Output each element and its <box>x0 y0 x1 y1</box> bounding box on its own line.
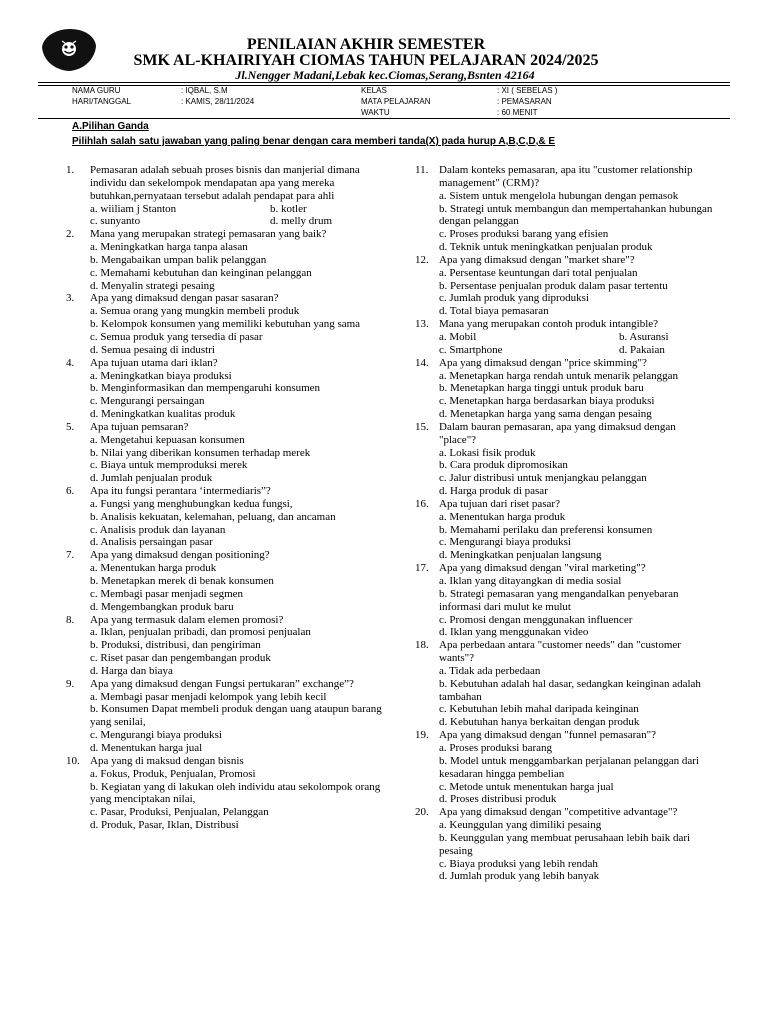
question-number: 6. <box>66 485 75 498</box>
answer-option-row <box>439 344 715 357</box>
answer-option: d. Total biaya pemasaran <box>439 305 549 318</box>
answer-option: b. Strategi untuk membangun dan mempertahankan hubungan dengan pelanggan <box>439 202 713 228</box>
waktu-value: : 60 MENIT <box>497 108 538 117</box>
info-divider <box>38 118 730 119</box>
question-item <box>66 755 384 832</box>
question-text: Apa yang termasuk dalam elemen promosi? <box>90 613 284 626</box>
answer-option: b. Strategi pemasaran yang mengandalkan penyebaran informasi dari mulut ke mulut <box>439 587 679 613</box>
question-text: Apa yang di maksud dengan bisnis <box>90 754 244 767</box>
tanggal-value: : KAMIS, 28/11/2024 <box>181 97 255 106</box>
question-number: 20. <box>415 806 429 819</box>
question-text: Dalam konteks pemasaran, apa itu "customer relationship management" (CRM)? <box>439 164 693 189</box>
answer-option: a. Menentukan harga produk <box>439 510 566 523</box>
answer-option: b. Memahami perilaku dan preferensi konsumen <box>439 523 653 536</box>
answer-option: a. Persentase keuntungan dari total penjualan <box>439 266 638 279</box>
answer-option-row <box>90 215 384 228</box>
answer-option: c. Memahami kebutuhan dan keinginan pelanggan <box>90 266 312 279</box>
answer-option: a. Membagi pasar menjadi kelompok yang lebih kecil <box>90 690 327 703</box>
answer-option: b. Mengabaikan umpan balik pelanggan <box>90 253 267 266</box>
question-item <box>415 357 715 421</box>
school-logo-emblem <box>40 27 98 72</box>
question-number: 17. <box>415 562 429 575</box>
question-text: Apa yang dimaksud dengan "competitive advantage"? <box>439 806 678 819</box>
answer-option: b. Asuransi <box>619 330 669 343</box>
answer-option: c. Metode untuk menentukan harga jual <box>439 780 614 793</box>
question-item <box>415 421 715 498</box>
question-text: Apa yang dimaksud dengan "viral marketing"? <box>439 562 646 575</box>
section-title: A.Pilihan Ganda <box>72 121 149 132</box>
question-item <box>66 485 384 549</box>
question-text: Mana yang merupakan strategi pemasaran yang baik? <box>90 228 327 241</box>
question-number: 15. <box>415 420 429 433</box>
questions-column-right <box>415 164 715 883</box>
answer-option: a. Iklan, penjualan pribadi, dan promosi penjualan <box>90 626 311 639</box>
question-number: 12. <box>415 253 429 266</box>
answer-option: a. Meningkatkan harga tanpa alasan <box>90 241 248 254</box>
answer-option: d. Pakaian <box>619 343 665 356</box>
answer-option-row <box>90 203 384 216</box>
answer-option: d. Menentukan harga jual <box>90 741 203 754</box>
question-text: Apa tujuan dari riset pasar? <box>439 497 560 510</box>
answer-option: d. Harga produk di pasar <box>439 485 548 498</box>
answer-option: d. Kebutuhan hanya berkaitan dengan produk <box>439 716 640 729</box>
question-text: Apa perbedaan antara "customer needs" dan "customer wants"? <box>439 639 681 665</box>
answer-option: b. Kelompok konsumen yang memiliki kebutuhan yang sama <box>90 318 361 331</box>
answer-option: d. Proses distribusi produk <box>439 793 557 806</box>
answer-option: a. Iklan yang ditayangkan di media sosial <box>439 575 622 587</box>
question-text: Apa tujuan pemsaran? <box>90 420 189 433</box>
header-divider <box>38 82 730 83</box>
answer-option: b. Menginformasikan dan mempengaruhi konsumen <box>90 382 321 395</box>
question-number: 9. <box>66 677 75 690</box>
answer-option: d. Meningkatkan penjualan langsung <box>439 549 602 562</box>
answer-option: c. Mengurangi biaya produksi <box>439 536 571 549</box>
school-address: Jl.Nengger Madani,Lebak kec.Ciomas,Serang,Bsnten 42164 <box>235 68 535 82</box>
answer-option: c. Menetapkan harga berdasarkan biaya produksi <box>439 395 655 408</box>
kelas-label: KELAS <box>361 86 387 95</box>
question-item <box>415 164 715 254</box>
answer-option: c. Jumlah produk yang diproduksi <box>439 292 590 305</box>
question-text: Apa yang dimaksud dengan "funnel pemasaran"? <box>439 729 656 742</box>
school-logo <box>40 27 98 72</box>
answer-option: b. kotler <box>270 202 307 215</box>
question-item <box>66 292 384 356</box>
answer-option: c. Biaya produksi yang lebih rendah <box>439 857 598 870</box>
answer-option: a. Proses produksi barang <box>439 741 553 754</box>
questions-column-left <box>66 164 384 832</box>
question-item <box>415 806 715 883</box>
answer-option: b. Menetapkan harga tinggi untuk produk baru <box>439 382 644 395</box>
answer-option: d. Jumlah produk yang lebih banyak <box>439 870 600 883</box>
question-number: 16. <box>415 497 429 510</box>
answer-option: d. Jumlah penjualan produk <box>90 472 213 485</box>
answer-option: c. Jalur distribusi untuk menjangkau pelanggan <box>439 472 647 485</box>
question-item <box>415 562 715 639</box>
question-item <box>66 421 384 485</box>
answer-option: c. Analisis produk dan layanan <box>90 523 226 536</box>
answer-option: d. Iklan yang menggunakan video <box>439 626 589 639</box>
question-text: Apa tujuan utama dari iklan? <box>90 356 218 369</box>
answer-option-row <box>439 331 715 344</box>
answer-option: a. Meningkatkan biaya produksi <box>90 369 232 382</box>
question-item <box>415 498 715 562</box>
question-item <box>66 678 384 755</box>
question-text: Apa yang dimaksud dengan positioning? <box>90 549 270 562</box>
answer-option: d. Mengembangkan produk baru <box>90 600 234 613</box>
answer-option: c. sunyanto <box>90 215 141 228</box>
answer-option: c. Biaya untuk memproduksi merek <box>90 459 248 472</box>
answer-option: a. Semua orang yang mungkin membeli produk <box>90 305 300 318</box>
answer-option: c. Mengurangi persaingan <box>90 395 205 408</box>
answer-option: b. Produksi, distribusi, dan pengiriman <box>90 639 261 652</box>
question-number: 8. <box>66 613 75 626</box>
question-number: 10. <box>66 754 80 767</box>
question-number: 19. <box>415 729 429 742</box>
question-number: 1. <box>66 164 75 176</box>
answer-option: b. Kebutuhan adalah hal dasar, sedangkan keinginan adalah tambahan <box>439 677 701 703</box>
school-name: SMK AL-KHAIRIYAH CIOMAS TAHUN PELAJARAN 2024/2025 <box>133 52 599 69</box>
answer-option: a. Mengetahui kepuasan konsumen <box>90 433 245 446</box>
answer-option: a. Tidak ada perbedaan <box>439 664 541 677</box>
answer-option: a. wiiliam j Stanton <box>90 202 177 215</box>
answer-option: d. Menetapkan harga yang sama dengan pesaing <box>439 408 652 421</box>
answer-option: b. Menetapkan merek di benak konsumen <box>90 575 274 587</box>
answer-option: c. Promosi dengan menggunakan influencer <box>439 613 633 626</box>
kelas-value: : XI ( SEBELAS ) <box>497 86 558 95</box>
question-text: Apa yang dimaksud dengan pasar sasaran? <box>90 292 279 305</box>
answer-option: c. Proses produksi barang yang efisien <box>439 228 609 241</box>
question-item <box>66 549 384 613</box>
answer-option: c. Pasar, Produksi, Penjualan, Pelanggan <box>90 806 269 819</box>
question-text: Apa itu fungsi perantara ‘intermediaris”? <box>90 485 271 498</box>
answer-option: d. melly drum <box>270 215 333 228</box>
question-number: 2. <box>66 228 75 241</box>
question-number: 14. <box>415 356 429 369</box>
question-number: 11. <box>415 164 429 176</box>
question-text: Pemasaran adalah sebuah proses bisnis dan manjerial dimana individu dan sekelompok mendapatan apa yang mereka butuhkan,pernyataan tersebut adalah pendapat para ahli <box>90 164 360 202</box>
answer-option: b. Nilai yang diberikan konsumen terhadap merek <box>90 446 311 459</box>
waktu-label: WAKTU <box>361 108 390 117</box>
answer-option: b. Konsumen Dapat membeli produk dengan uang ataupun barang yang senilai, <box>90 703 382 729</box>
answer-option: d. Menyalin strategi pesaing <box>90 279 215 292</box>
question-number: 3. <box>66 292 75 305</box>
question-text: Mana yang merupakan contoh produk intangible? <box>439 318 659 331</box>
question-item <box>66 164 384 228</box>
answer-option: a. Fokus, Produk, Penjualan, Promosi <box>90 767 256 780</box>
question-text: Apa yang dimaksud dengan "price skimming"? <box>439 356 647 369</box>
answer-option: c. Membagi pasar menjadi segmen <box>90 587 244 600</box>
question-item <box>415 639 715 729</box>
answer-option: d. Harga dan biaya <box>90 664 173 677</box>
exam-title: PENILAIAN AKHIR SEMESTER <box>246 36 486 53</box>
question-number: 5. <box>66 420 75 433</box>
answer-option: b. Kegiatan yang di lakukan oleh individu atau sekolompok orang yang menciptakan nilai, <box>90 780 381 806</box>
answer-option: d. Teknik untuk meningkatkan penjualan produk <box>439 241 653 254</box>
answer-option: a. Keunggulan yang dimiliki pesaing <box>439 819 602 832</box>
mapel-value: : PEMASARAN <box>497 97 552 106</box>
question-text: Dalam bauran pemasaran, apa yang dimaksud dengan "place"? <box>439 420 676 446</box>
question-item <box>415 254 715 318</box>
guru-label: NAMA GURU <box>72 86 121 95</box>
tanggal-label: HARI/TANGGAL <box>72 97 131 106</box>
question-item <box>66 614 384 678</box>
question-text: Apa yang dimaksud dengan "market share"? <box>439 253 635 266</box>
question-item <box>66 357 384 421</box>
question-number: 13. <box>415 318 429 331</box>
question-item <box>66 228 384 292</box>
answer-option: d. Produk, Pasar, Iklan, Distribusi <box>90 819 239 832</box>
answer-option: c. Mengurangi biaya produksi <box>90 729 222 742</box>
answer-option: b. Keunggulan yang membuat perusahaan lebih baik dari pesaing <box>439 831 691 857</box>
answer-option: a. Menentukan harga produk <box>90 562 217 575</box>
guru-value: : IQBAL, S.M <box>181 86 228 95</box>
question-number: 7. <box>66 549 75 562</box>
answer-option: c. Semua produk yang tersedia di pasar <box>90 330 263 343</box>
question-number: 4. <box>66 356 75 369</box>
answer-option: a. Menetapkan harga rendah untuk menarik pelanggan <box>439 369 678 382</box>
question-item <box>415 318 715 357</box>
answer-option: b. Cara produk dipromosikan <box>439 459 568 472</box>
answer-option: d. Analisis persaingan pasar <box>90 536 213 549</box>
answer-option: b. Model untuk menggambarkan perjalanan pelanggan dari kesadaran hingga pembelian <box>439 754 699 780</box>
answer-option: a. Mobil <box>439 330 477 343</box>
answer-option: a. Sistem untuk mengelola hubungan dengan pemasok <box>439 189 679 202</box>
question-number: 18. <box>415 639 429 652</box>
answer-option: b. Analisis kekuatan, kelemahan, peluang, dan ancaman <box>90 510 336 523</box>
answer-option: d. Semua pesaing di industri <box>90 343 215 356</box>
answer-option: c. Kebutuhan lebih mahal daripada keinginan <box>439 703 639 716</box>
question-text: Apa yang dimaksud dengan Fungsi pertukaran” exchange”? <box>90 677 354 690</box>
answer-option: b. Persentase penjualan produk dalam pasar tertentu <box>439 279 668 292</box>
answer-option: d. Meningkatkan kualitas produk <box>90 408 236 421</box>
section-instruction: Pilihlah salah satu jawaban yang paling benar dengan cara memberi tanda(X) pada hurup A,B,C,D,& E <box>72 136 556 147</box>
answer-option: c. Smartphone <box>439 343 503 356</box>
answer-option: a. Lokasi fisik produk <box>439 446 536 459</box>
question-item <box>415 729 715 806</box>
mapel-label: MATA PELAJARAN <box>361 97 431 106</box>
answer-option: c. Riset pasar dan pengembangan produk <box>90 652 271 665</box>
answer-option: a. Fungsi yang menghubungkan kedua fungsi, <box>90 497 293 510</box>
